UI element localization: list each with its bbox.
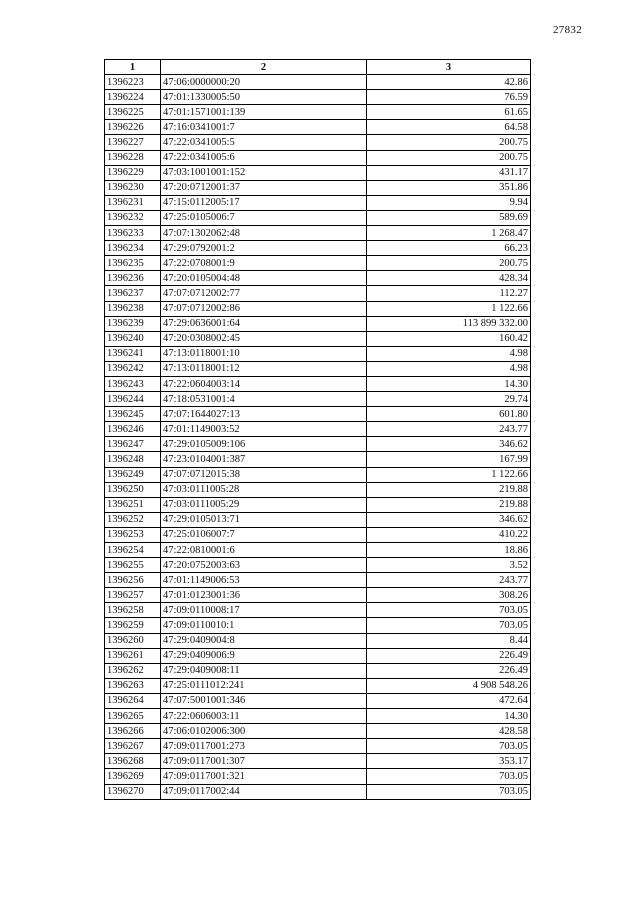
cadastral-number-cell: 47:22:0810001:6 (161, 543, 367, 558)
cadastral-number-cell: 47:20:0105004:48 (161, 271, 367, 286)
row-number-cell: 1396265 (105, 709, 161, 724)
table-row (105, 256, 531, 271)
cadastral-number-cell: 47:13:0118001:10 (161, 346, 367, 361)
cadastral-number-cell: 47:15:0112005:17 (161, 195, 367, 210)
value-cell: 112.27 (367, 286, 531, 301)
table-row (105, 709, 531, 724)
table-row (105, 210, 531, 225)
cadastral-number-cell: 47:20:0712001:37 (161, 180, 367, 195)
cadastral-number-cell: 47:09:0110010:1 (161, 618, 367, 633)
value-cell: 200.75 (367, 256, 531, 271)
row-number-cell: 1396264 (105, 693, 161, 708)
row-number-cell: 1396239 (105, 316, 161, 331)
row-number-cell: 1396252 (105, 512, 161, 527)
value-cell: 351.86 (367, 180, 531, 195)
value-cell: 29.74 (367, 392, 531, 407)
table-row (105, 633, 531, 648)
row-number-cell: 1396234 (105, 241, 161, 256)
row-number-cell: 1396254 (105, 543, 161, 558)
row-number-cell: 1396267 (105, 739, 161, 754)
value-cell: 8.44 (367, 633, 531, 648)
cadastral-number-cell: 47:03:0111005:28 (161, 482, 367, 497)
row-number-cell: 1396228 (105, 150, 161, 165)
table-row (105, 195, 531, 210)
row-number-cell: 1396250 (105, 482, 161, 497)
value-cell: 1 268.47 (367, 226, 531, 241)
value-cell: 76.59 (367, 90, 531, 105)
cadastral-number-cell: 47:07:0712002:77 (161, 286, 367, 301)
cadastral-number-cell: 47:03:0111005:29 (161, 497, 367, 512)
table-row (105, 739, 531, 754)
row-number-cell: 1396262 (105, 663, 161, 678)
cadastral-number-cell: 47:01:1149006:53 (161, 573, 367, 588)
table-row (105, 452, 531, 467)
cadastral-number-cell: 47:20:0752003:63 (161, 558, 367, 573)
row-number-cell: 1396266 (105, 724, 161, 739)
value-cell: 428.34 (367, 271, 531, 286)
table-row (105, 573, 531, 588)
row-number-cell: 1396227 (105, 135, 161, 150)
row-number-cell: 1396224 (105, 90, 161, 105)
value-cell: 4 908 548.26 (367, 678, 531, 693)
row-number-cell: 1396231 (105, 195, 161, 210)
value-cell: 1 122.66 (367, 301, 531, 316)
cadastral-number-cell: 47:22:0606003:11 (161, 709, 367, 724)
value-cell: 14.30 (367, 376, 531, 391)
cadastral-number-cell: 47:01:1149003:52 (161, 422, 367, 437)
header-row (105, 60, 531, 75)
value-cell: 18.86 (367, 543, 531, 558)
table-row (105, 588, 531, 603)
row-number-cell: 1396240 (105, 331, 161, 346)
value-cell: 1 122.66 (367, 467, 531, 482)
table-row (105, 135, 531, 150)
cadastral-number-cell: 47:06:0000000:20 (161, 75, 367, 90)
table-row (105, 180, 531, 195)
table-row (105, 482, 531, 497)
value-cell: 353.17 (367, 754, 531, 769)
table-row (105, 769, 531, 784)
row-number-cell: 1396230 (105, 180, 161, 195)
row-number-cell: 1396236 (105, 271, 161, 286)
registry-table (104, 59, 531, 800)
row-number-cell: 1396238 (105, 301, 161, 316)
cadastral-number-cell: 47:23:0104001:387 (161, 452, 367, 467)
table-row (105, 527, 531, 542)
table-row (105, 120, 531, 135)
value-cell: 14.30 (367, 709, 531, 724)
table-row (105, 678, 531, 693)
table-row (105, 90, 531, 105)
value-cell: 472.64 (367, 693, 531, 708)
row-number-cell: 1396255 (105, 558, 161, 573)
table-row (105, 558, 531, 573)
cadastral-number-cell: 47:25:0105006:7 (161, 210, 367, 225)
value-cell: 219.88 (367, 482, 531, 497)
row-number-cell: 1396268 (105, 754, 161, 769)
value-cell: 601.80 (367, 407, 531, 422)
value-cell: 226.49 (367, 663, 531, 678)
row-number-cell: 1396243 (105, 376, 161, 391)
page-number: 27832 (553, 24, 582, 36)
cadastral-number-cell: 47:16:0341001:7 (161, 120, 367, 135)
row-number-cell: 1396232 (105, 210, 161, 225)
cadastral-number-cell: 47:25:0106007:7 (161, 527, 367, 542)
row-number-cell: 1396269 (105, 769, 161, 784)
value-cell: 160.42 (367, 331, 531, 346)
cadastral-number-cell: 47:09:0117001:273 (161, 739, 367, 754)
cadastral-number-cell: 47:13:0118001:12 (161, 361, 367, 376)
table-row (105, 165, 531, 180)
table-row (105, 437, 531, 452)
value-cell: 226.49 (367, 648, 531, 663)
row-number-cell: 1396242 (105, 361, 161, 376)
value-cell: 64.58 (367, 120, 531, 135)
value-cell: 346.62 (367, 512, 531, 527)
row-number-cell: 1396241 (105, 346, 161, 361)
row-number-cell: 1396246 (105, 422, 161, 437)
row-number-cell: 1396244 (105, 392, 161, 407)
row-number-cell: 1396247 (105, 437, 161, 452)
value-cell: 703.05 (367, 603, 531, 618)
value-cell: 3.52 (367, 558, 531, 573)
table-row (105, 422, 531, 437)
cadastral-number-cell: 47:20:0308002:45 (161, 331, 367, 346)
row-number-cell: 1396225 (105, 105, 161, 120)
table-row (105, 754, 531, 769)
value-cell: 66.23 (367, 241, 531, 256)
cadastral-number-cell: 47:07:1302062:48 (161, 226, 367, 241)
row-number-cell: 1396226 (105, 120, 161, 135)
row-number-cell: 1396235 (105, 256, 161, 271)
value-cell: 243.77 (367, 573, 531, 588)
cadastral-number-cell: 47:29:0409006:9 (161, 648, 367, 663)
row-number-cell: 1396263 (105, 678, 161, 693)
table-row (105, 346, 531, 361)
value-cell: 200.75 (367, 150, 531, 165)
value-cell: 200.75 (367, 135, 531, 150)
row-number-cell: 1396233 (105, 226, 161, 241)
cadastral-number-cell: 47:07:5001001:346 (161, 693, 367, 708)
header-col-3: 3 (367, 60, 531, 75)
cadastral-number-cell: 47:01:0123001:36 (161, 588, 367, 603)
table-row (105, 497, 531, 512)
cadastral-number-cell: 47:09:0117001:307 (161, 754, 367, 769)
row-number-cell: 1396259 (105, 618, 161, 633)
cadastral-number-cell: 47:22:0708001:9 (161, 256, 367, 271)
value-cell: 703.05 (367, 739, 531, 754)
table-row (105, 543, 531, 558)
table-row (105, 241, 531, 256)
table-row (105, 105, 531, 120)
value-cell: 703.05 (367, 769, 531, 784)
table-row (105, 693, 531, 708)
cadastral-number-cell: 47:22:0604003:14 (161, 376, 367, 391)
value-cell: 589.69 (367, 210, 531, 225)
value-cell: 308.26 (367, 588, 531, 603)
row-number-cell: 1396258 (105, 603, 161, 618)
table-row (105, 75, 531, 90)
row-number-cell: 1396251 (105, 497, 161, 512)
table-row (105, 376, 531, 391)
cadastral-number-cell: 47:09:0117002:44 (161, 784, 367, 799)
row-number-cell: 1396223 (105, 75, 161, 90)
table-row (105, 784, 531, 799)
value-cell: 42.86 (367, 75, 531, 90)
value-cell: 4.98 (367, 346, 531, 361)
table-row (105, 467, 531, 482)
row-number-cell: 1396257 (105, 588, 161, 603)
cadastral-number-cell: 47:18:0531001:4 (161, 392, 367, 407)
value-cell: 703.05 (367, 618, 531, 633)
value-cell: 410.22 (367, 527, 531, 542)
table-row (105, 301, 531, 316)
table-body (105, 75, 531, 800)
cadastral-number-cell: 47:03:1001001:152 (161, 165, 367, 180)
row-number-cell: 1396248 (105, 452, 161, 467)
row-number-cell: 1396256 (105, 573, 161, 588)
cadastral-number-cell: 47:29:0636001:64 (161, 316, 367, 331)
value-cell: 167.99 (367, 452, 531, 467)
value-cell: 219.88 (367, 497, 531, 512)
table-row (105, 392, 531, 407)
header-col-2: 2 (161, 60, 367, 75)
row-number-cell: 1396237 (105, 286, 161, 301)
table-row (105, 226, 531, 241)
table-row (105, 618, 531, 633)
table-row (105, 361, 531, 376)
value-cell: 61.65 (367, 105, 531, 120)
row-number-cell: 1396253 (105, 527, 161, 542)
cadastral-number-cell: 47:01:1571001:139 (161, 105, 367, 120)
table-row (105, 407, 531, 422)
table-row (105, 724, 531, 739)
table-row (105, 512, 531, 527)
cadastral-number-cell: 47:29:0409004:8 (161, 633, 367, 648)
value-cell: 9.94 (367, 195, 531, 210)
cadastral-number-cell: 47:29:0105013:71 (161, 512, 367, 527)
cadastral-number-cell: 47:06:0102006:300 (161, 724, 367, 739)
table-row (105, 316, 531, 331)
cadastral-number-cell: 47:29:0792001:2 (161, 241, 367, 256)
value-cell: 346.62 (367, 437, 531, 452)
value-cell: 431.17 (367, 165, 531, 180)
cadastral-number-cell: 47:09:0117001:321 (161, 769, 367, 784)
value-cell: 113 899 332.00 (367, 316, 531, 331)
table-row (105, 271, 531, 286)
row-number-cell: 1396249 (105, 467, 161, 482)
cadastral-number-cell: 47:09:0110008:17 (161, 603, 367, 618)
value-cell: 428.58 (367, 724, 531, 739)
cadastral-number-cell: 47:07:0712002:86 (161, 301, 367, 316)
cadastral-number-cell: 47:22:0341005:6 (161, 150, 367, 165)
cadastral-number-cell: 47:07:0712015:38 (161, 467, 367, 482)
row-number-cell: 1396229 (105, 165, 161, 180)
table-row (105, 603, 531, 618)
table-row (105, 150, 531, 165)
value-cell: 4.98 (367, 361, 531, 376)
row-number-cell: 1396260 (105, 633, 161, 648)
row-number-cell: 1396270 (105, 784, 161, 799)
row-number-cell: 1396245 (105, 407, 161, 422)
table-row (105, 648, 531, 663)
cadastral-number-cell: 47:25:0111012:241 (161, 678, 367, 693)
cadastral-number-cell: 47:22:0341005:5 (161, 135, 367, 150)
cadastral-number-cell: 47:01:1330005:50 (161, 90, 367, 105)
table-row (105, 286, 531, 301)
value-cell: 703.05 (367, 784, 531, 799)
header-col-1: 1 (105, 60, 161, 75)
table-row (105, 331, 531, 346)
table-row (105, 663, 531, 678)
cadastral-number-cell: 47:29:0409008:11 (161, 663, 367, 678)
value-cell: 243.77 (367, 422, 531, 437)
cadastral-number-cell: 47:29:0105009:106 (161, 437, 367, 452)
cadastral-number-cell: 47:07:1644027:13 (161, 407, 367, 422)
row-number-cell: 1396261 (105, 648, 161, 663)
